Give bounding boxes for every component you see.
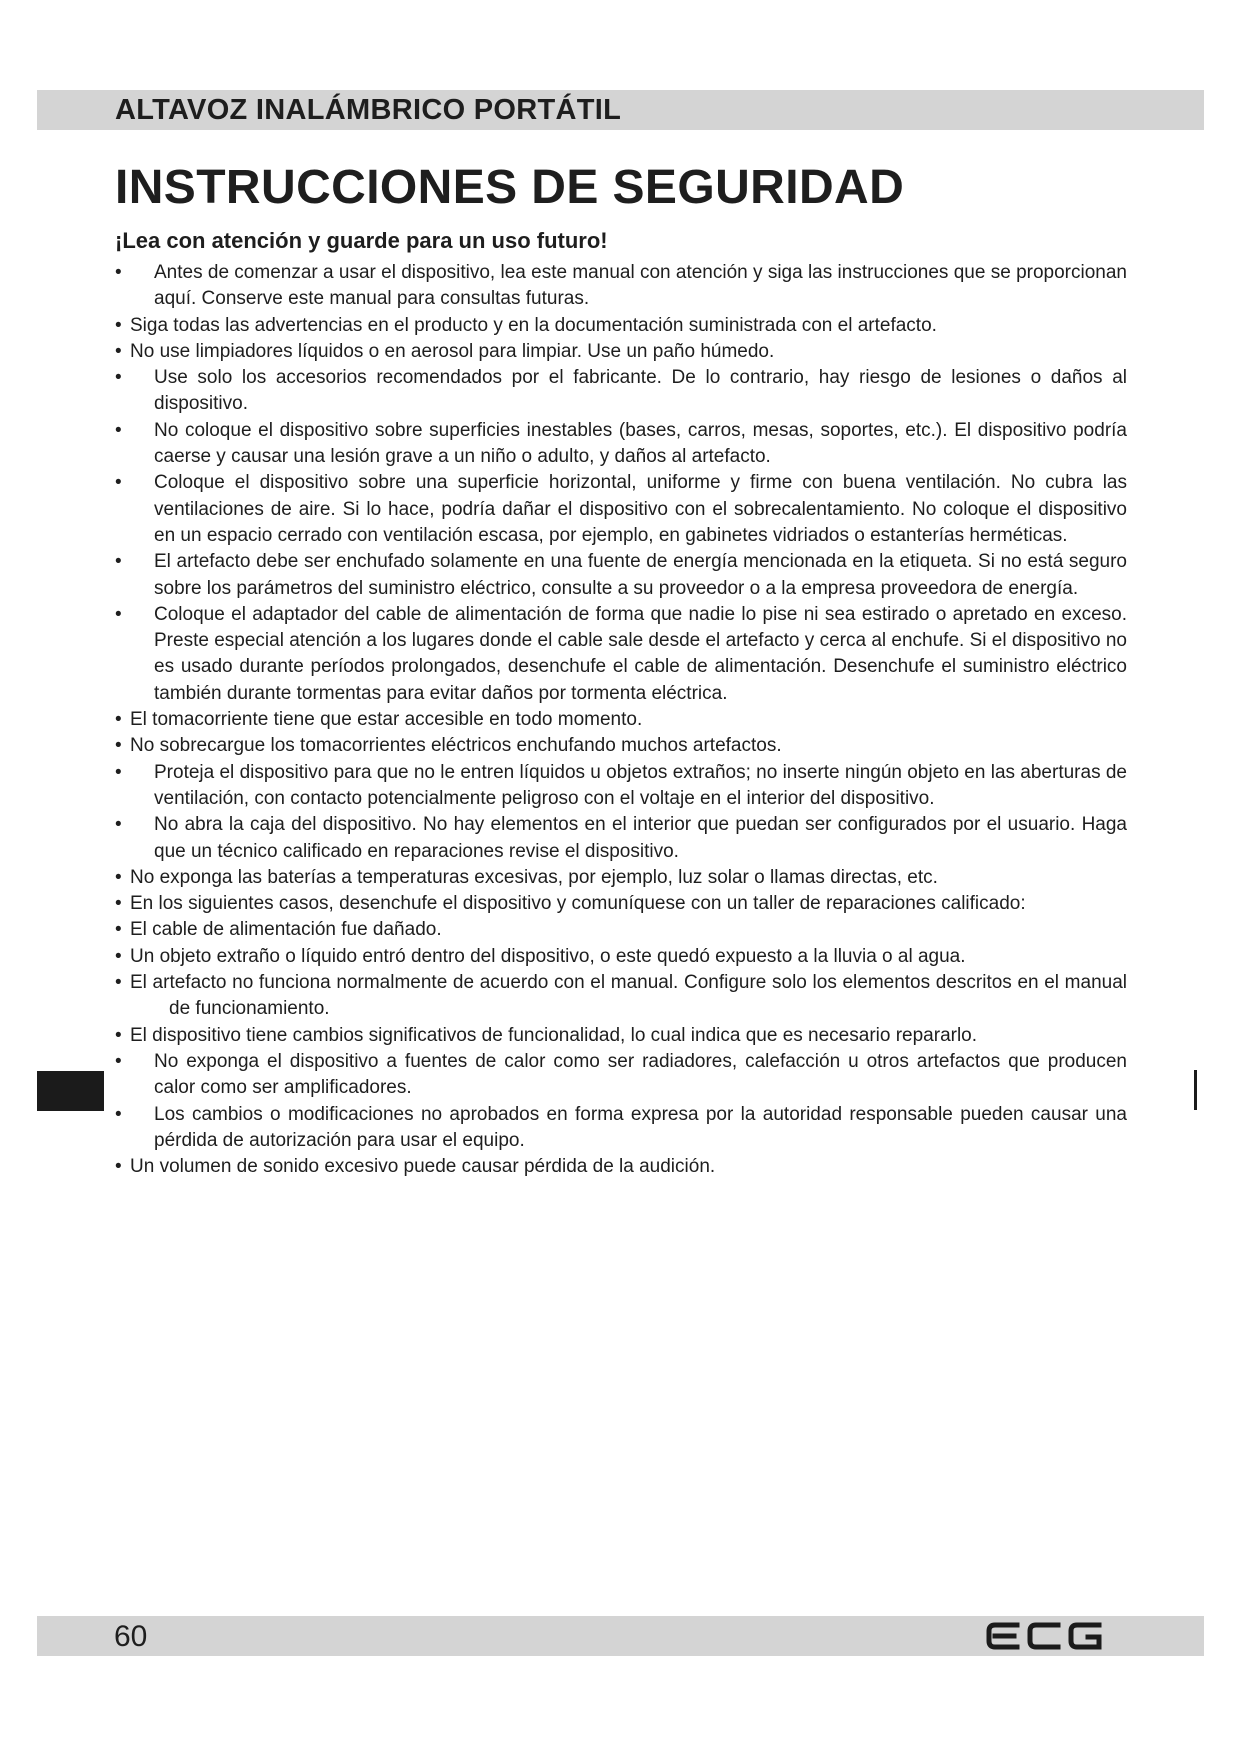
ecg-logo-icon	[985, 1619, 1105, 1653]
list-item: • No exponga el dispositivo a fuentes de calor como ser radiadores, calefacción u otros artefactos que producen calor como ser amplificadores.	[115, 1049, 1127, 1102]
header-bar	[37, 90, 1204, 130]
sub-list-item: • El artefacto no funciona normalmente de acuerdo con el manual. Configure solo los elementos descritos en el manual de funcionamiento.	[115, 970, 1127, 1023]
list-item: • No sobrecargue los tomacorrientes eléctricos enchufando muchos artefactos.	[115, 733, 1127, 759]
list-item: • Siga todas las advertencias en el producto y en la documentación suministrada con el artefacto.	[115, 313, 1127, 339]
list-item: • Coloque el adaptador del cable de alimentación de forma que nadie lo pise ni sea estirado o apretado en exceso. Preste especial atención a los lugares donde el cable sale desde el artefacto y cerca al enchufe. Si el dispositivo no es usado durante períodos prolongados, desenchufe el cable de alimentación. Desenchufe el suministro eléctrico también durante tormentas para evitar daños por tormenta eléctrica.	[115, 602, 1127, 707]
list-item: • Antes de comenzar a usar el dispositivo, lea este manual con atención y siga las instrucciones que se proporcionan aquí. Conserve este manual para consultas futuras.	[115, 260, 1127, 313]
sub-list-item: • El cable de alimentación fue dañado.	[115, 917, 1127, 943]
sub-list-item: • El dispositivo tiene cambios significativos de funcionalidad, lo cual indica que es necesario repararlo.	[115, 1023, 1127, 1049]
list-item: • Un volumen de sonido excesivo puede causar pérdida de la audición.	[115, 1154, 1127, 1180]
repair-cases-list	[115, 917, 1127, 1048]
list-item: • Coloque el dispositivo sobre una superficie horizontal, uniforme y firme con buena ventilación. No cubra las ventilaciones de aire. Si lo hace, podría dañar el dispositivo con el sobrecalentamiento. No coloque el dispositivo en un espacio cerrado con ventilación escasa, por ejemplo, en gabinetes vidriados o estanterías herméticas.	[115, 470, 1127, 549]
list-item: • El tomacorriente tiene que estar accesible en todo momento.	[115, 707, 1127, 733]
page-title: INSTRUCCIONES DE SEGURIDAD	[115, 161, 905, 214]
safety-instructions	[115, 260, 1127, 1180]
list-item: • En los siguientes casos, desenchufe el dispositivo y comuníquese con un taller de reparaciones calificado:	[115, 891, 1127, 917]
list-item: • No abra la caja del dispositivo. No hay elementos en el interior que puedan ser configurados por el usuario. Haga que un técnico calificado en reparaciones revise el dispositivo.	[115, 812, 1127, 865]
page-number: 60	[114, 1620, 148, 1653]
subtitle: ¡Lea con atención y guarde para un uso futuro!	[115, 228, 608, 253]
list-item: • Los cambios o modificaciones no aprobados en forma expresa por la autoridad responsable pueden causar una pérdida de autorización para usar el equipo.	[115, 1102, 1127, 1155]
list-item: • No use limpiadores líquidos o en aerosol para limpiar. Use un paño húmedo.	[115, 339, 1127, 365]
list-item: • Proteja el dispositivo para que no le entren líquidos u objetos extraños; no inserte ningún objeto en las aberturas de ventilación, con contacto potencialmente peligroso con el voltaje en el interior del dispositivo.	[115, 760, 1127, 813]
header-title: ALTAVOZ INALÁMBRICO PORTÁTIL	[115, 94, 622, 126]
instruction-list	[115, 260, 1127, 917]
sub-list-item: • Un objeto extraño o líquido entró dentro del dispositivo, o este quedó expuesto a la lluvia o al agua.	[115, 944, 1127, 970]
instruction-list-continued	[115, 1049, 1127, 1180]
edge-marker	[1194, 1070, 1197, 1110]
list-item: • No coloque el dispositivo sobre superficies inestables (bases, carros, mesas, soportes, etc.). El dispositivo podría caerse y causar una lesión grave a un niño o adulto, y daños al artefacto.	[115, 418, 1127, 471]
footer-bar	[37, 1616, 1204, 1656]
ecg-logo	[985, 1619, 1105, 1658]
list-item: • El artefacto debe ser enchufado solamente en una fuente de energía mencionada en la etiqueta. Si no está seguro sobre los parámetros del suministro eléctrico, consulte a su proveedor o a la empresa proveedora de energía.	[115, 549, 1127, 602]
list-item: • No exponga las baterías a temperaturas excesivas, por ejemplo, luz solar o llamas directas, etc.	[115, 865, 1127, 891]
list-item: • Use solo los accesorios recomendados por el fabricante. De lo contrario, hay riesgo de lesiones o daños al dispositivo.	[115, 365, 1127, 418]
section-tab-marker	[37, 1071, 104, 1111]
